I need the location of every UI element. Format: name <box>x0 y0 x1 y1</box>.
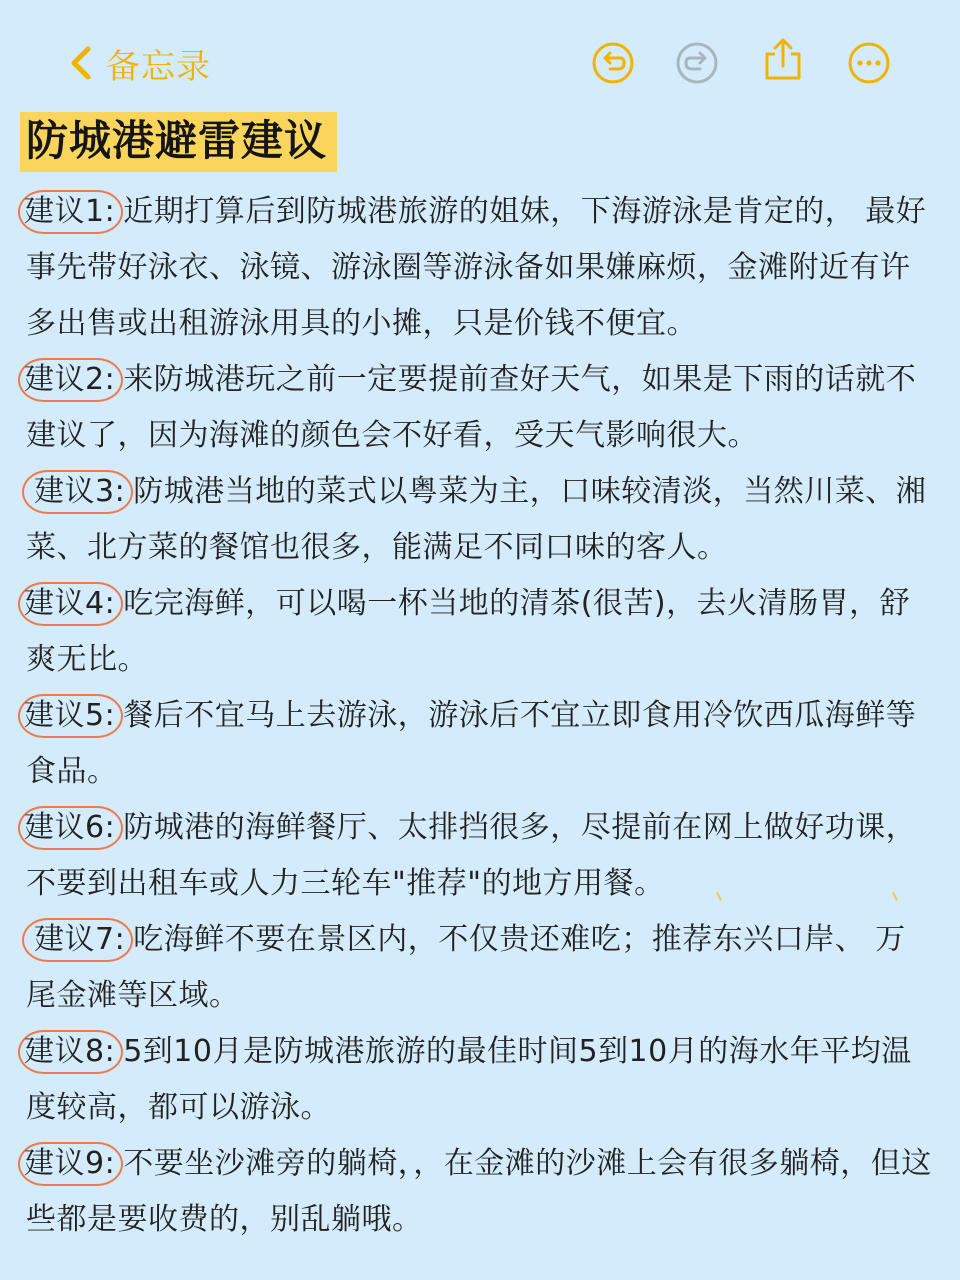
tip-text: 近期打算后到防城港旅游的姐妹，下海游泳是肯定的， 最好事先带好泳衣、泳镜、游泳圈等游泳备如果嫌麻烦，金滩附近有许多出售或出租游泳用具的小摊，只是价钱不便宜。 <box>26 194 927 341</box>
tip-5 <box>26 688 936 800</box>
tip-4 <box>26 576 936 688</box>
tip-3 <box>26 464 936 576</box>
note-body[interactable] <box>26 184 936 1248</box>
note-title: 防城港避雷建议 <box>20 112 337 172</box>
tip-text: 餐后不宜马上去游泳，游泳后不宜立即食用冷饮西瓜海鲜等食品。 <box>26 698 917 789</box>
tip-label: 建议9: <box>18 1142 123 1186</box>
redo-icon <box>674 40 720 86</box>
chevron-left-icon <box>64 43 98 83</box>
tip-label: 建议4: <box>18 582 123 626</box>
back-label: 备忘录 <box>106 46 211 87</box>
tip-8 <box>26 1024 936 1136</box>
tip-text: 防城港当地的菜式以粤菜为主，口味较清淡，当然川菜、湘菜、北方菜的餐馆也很多，能满足不同口味的客人。 <box>26 474 927 565</box>
tip-text: 来防城港玩之前一定要提前查好天气，如果是下雨的话就不建议了，因为海滩的颜色会不好看，受天气影响很大。 <box>26 362 917 453</box>
share-button[interactable] <box>760 36 806 82</box>
tip-text: 吃完海鲜，可以喝一杯当地的清茶(很苦)，去火清肠胃，舒爽无比。 <box>26 586 911 677</box>
tip-9 <box>26 1136 936 1248</box>
undo-icon <box>590 40 636 86</box>
tip-label: 建议7: <box>22 918 133 962</box>
tip-text: 吃海鲜不要在景区内，不仅贵还难吃；推荐东兴口岸、 万尾金滩等区域。 <box>26 922 906 1013</box>
tip-label: 建议2: <box>18 358 123 402</box>
tip-6 <box>26 800 936 912</box>
tip-label: 建议5: <box>18 694 123 738</box>
tip-label: 建议1: <box>18 190 123 234</box>
tip-2 <box>26 352 936 464</box>
redo-button[interactable] <box>674 40 720 86</box>
tip-label: 建议3: <box>22 470 133 514</box>
tip-label: 建议6: <box>18 806 123 850</box>
nav-bar <box>0 0 960 110</box>
tip-1 <box>26 184 936 352</box>
more-button[interactable] <box>846 40 892 86</box>
note-title-wrap <box>20 112 337 172</box>
share-icon <box>760 36 806 82</box>
tip-text: 5到10月是防城港旅游的最佳时间5到10月的海水年平均温度较高，都可以游泳。 <box>26 1034 912 1125</box>
more-icon <box>846 40 892 86</box>
undo-button[interactable] <box>590 40 636 86</box>
tip-text: 防城港的海鲜餐厅、太排挡很多，尽提前在网上做好功课，不要到出租车或人力三轮车"推荐"的地方用餐。 <box>26 810 917 901</box>
back-button[interactable] <box>64 38 211 88</box>
tip-text: 不要坐沙滩旁的躺椅，，在金滩的沙滩上会有很多躺椅，但这些都是要收费的，别乱躺哦。 <box>26 1146 932 1237</box>
tip-label: 建议8: <box>18 1030 123 1074</box>
tip-7 <box>26 912 936 1024</box>
